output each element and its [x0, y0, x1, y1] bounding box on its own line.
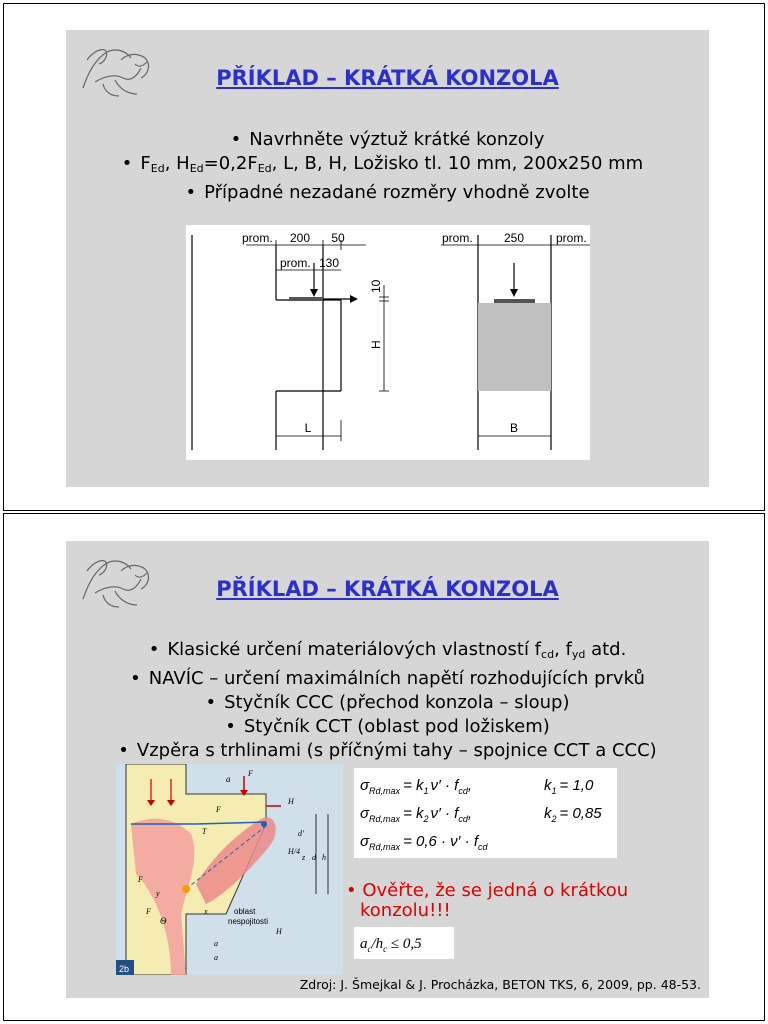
bullet-item: • NAVÍC – určení maximálních napětí rozhodujících prvků	[130, 668, 645, 689]
diagram-label: a	[226, 774, 231, 784]
diagram-label: nespojitosti	[228, 917, 269, 926]
dim-label: B	[509, 421, 519, 435]
bullet-list	[66, 128, 709, 205]
bullet-item: • Navrhněte výztuž krátké konzoly	[230, 129, 545, 150]
slide-frame-2	[3, 513, 765, 1021]
formula-row-1: $\sigma_{Rd,max} = k_1$ $\nu' \cdot f_{cd}$,	[360, 777, 473, 796]
dim-label: 200	[289, 231, 311, 245]
corbel-section-block	[478, 303, 551, 391]
bullet-list	[66, 638, 709, 763]
diagram-label: F	[248, 769, 253, 778]
diagram-label: F	[138, 875, 143, 884]
bullet-item: • Styčník CCT (oblast pod ložiskem)	[225, 716, 550, 737]
diagram-label: a	[214, 939, 218, 948]
dim-label: L	[304, 421, 312, 435]
bullet-item: • $F_{Ed}$, $H_{Ed}=0,2F_{Ed}$, L, B, H, Ložisko tl. 10 mm, 200x250 mm	[121, 153, 644, 175]
diagram-label: H	[288, 797, 294, 806]
diagram-label: H/4	[288, 847, 300, 856]
formula-row-3: $\sigma_{Rd,max} = 0,6 \cdot \nu' \cdot f_{cd}$	[360, 833, 488, 852]
diagram-label: d	[312, 853, 316, 862]
dim-label: prom.	[242, 231, 273, 245]
dim-label: 10	[369, 279, 383, 293]
diagram-label: Θ	[160, 916, 167, 926]
k-value-1: $k_1 = 1,0$	[544, 777, 594, 796]
k-value-2: $k_2 = 0,85$	[544, 805, 602, 824]
source-citation: Zdroj: J. Šmejkal & J. Procházka, BETON TKS, 6, 2009, pp. 48-53.	[299, 977, 701, 992]
bullet-item: • Vzpěra s trhlinami (s příčnými tahy – spojnice CCT a CCC)	[118, 740, 657, 761]
diagram-label: z	[302, 853, 306, 862]
slide-2	[66, 541, 709, 998]
bullet-item: • Případné nezadané rozměry vhodně zvolte	[185, 182, 590, 203]
diagram-label: F	[216, 805, 221, 814]
dim-label: H	[369, 340, 383, 349]
dim-label: 50	[331, 231, 345, 245]
diagram-label: a	[214, 953, 218, 962]
formula-row-2: $\sigma_{Rd,max} = k_2$ $\nu' \cdot f_{cd}$,	[360, 805, 473, 824]
diagram-label: F	[146, 907, 151, 916]
bullet-item: • Styčník CCC (přechod konzola – sloup)	[205, 692, 570, 713]
strut-and-tie-diagram	[116, 764, 343, 975]
figure-number: 2b	[119, 964, 130, 974]
stress-formulas	[354, 768, 617, 858]
dim-label: 130	[318, 256, 340, 270]
diagram-label: x	[204, 907, 208, 916]
svg-text:ac/hc ≤ 0,5: $a_c/h_c \le 0,5$	[360, 936, 422, 954]
dim-label: prom.	[280, 256, 311, 270]
diagram-label: h	[322, 853, 326, 862]
diagram-label: T	[202, 827, 207, 836]
bullet-item: • Klasické určení materiálových vlastností $f_{cd}$, $f_{yd}$ atd.	[148, 639, 627, 661]
diagram-label: H	[276, 927, 282, 936]
diagram-label: d'	[298, 829, 304, 838]
slide-title: PŘÍKLAD – KRÁTKÁ KONZOLA	[216, 66, 559, 90]
corbel-dimension-diagram	[186, 225, 590, 460]
slide-frame-1	[3, 3, 765, 511]
ratio-formula	[354, 927, 454, 959]
dim-label: prom.	[556, 231, 587, 245]
slide-1	[66, 30, 709, 487]
dim-label: 250	[503, 231, 525, 245]
diagram-label: y	[156, 889, 160, 898]
warning-note: • Ověřte, že se jedná o krátkou konzolu!!!	[346, 880, 629, 921]
slide-title: PŘÍKLAD – KRÁTKÁ KONZOLA	[216, 577, 559, 601]
dim-label: prom.	[442, 231, 473, 245]
diagram-label: oblast	[234, 907, 256, 916]
